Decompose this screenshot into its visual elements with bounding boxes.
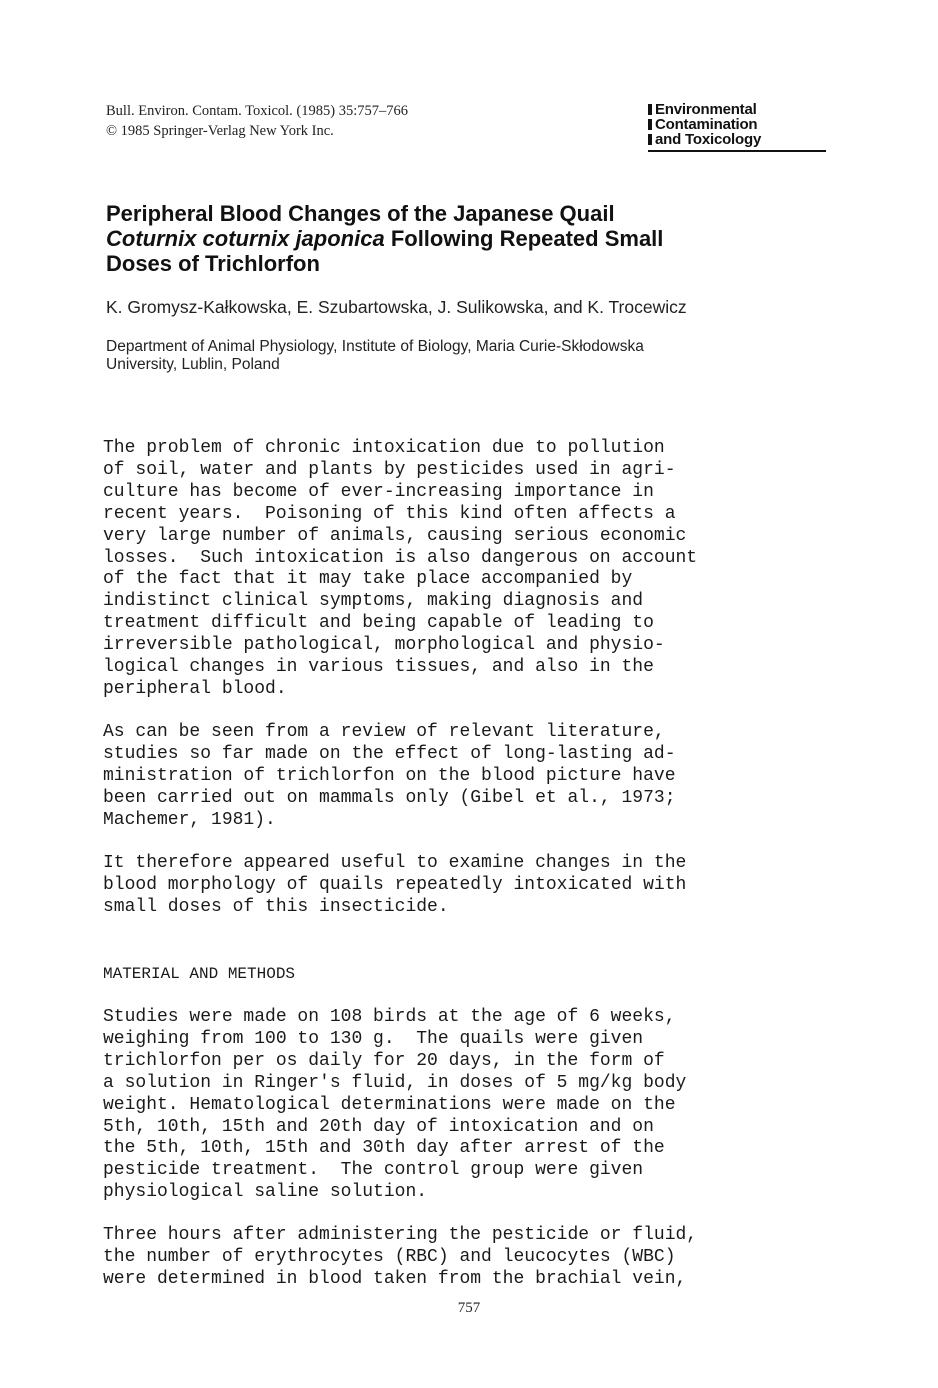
citation-line: Bull. Environ. Contam. Toxicol. (1985) 35:757–766: [106, 103, 408, 119]
title-line: Following Repeated Small: [384, 226, 664, 251]
journal-name-line: Contamination: [655, 116, 758, 133]
affiliation-line: Department of Animal Physiology, Institute of Biology, Maria Curie-Skłodowska: [106, 338, 644, 355]
species-name: Coturnix coturnix japonica: [106, 226, 385, 251]
affiliation-line: University, Lublin, Poland: [106, 356, 280, 373]
author-list: K. Gromysz-Kałkowska, E. Szubartowska, J. Sulikowska, and K. Trocewicz: [106, 297, 687, 317]
logo-bar-icon: [648, 104, 652, 115]
journal-logo: [648, 102, 826, 152]
page-number: 757: [457, 1300, 481, 1316]
body-paragraph: It therefore appeared useful to examine changes in the blood morphology of quails repeatedly intoxicated with small doses of this insecticide.: [103, 853, 687, 917]
title-line: Peripheral Blood Changes of the Japanese Quail: [106, 201, 615, 226]
logo-bar-icon: [648, 119, 652, 130]
logo-bar-icon: [648, 134, 652, 145]
body-paragraph: Three hours after administering the pesticide or fluid, the number of erythrocytes (RBC) and leucocytes (WBC) were determined in blood taken from the brachial vein,: [103, 1225, 698, 1289]
section-heading: MATERIAL AND METHODS: [103, 965, 296, 983]
body-paragraph: As can be seen from a review of relevant literature, studies so far made on the effect of long-lasting ad- ministration of trichlorfon on the blood picture have been carried out on mammals only (Gibel et al., 1973; Machemer, 1981).: [103, 722, 676, 830]
affiliation: [106, 338, 806, 374]
article-title: [106, 201, 826, 276]
body-paragraph: Studies were made on 108 birds at the age of 6 weeks, weighing from 100 to 130 g. The quails were given trichlorfon per os daily for 20 days, in the form of a solution in Ringer's fluid, in doses of 5 mg/kg body weight. Hematological determinations were made on the 5th, 10th, 15th and 20th day of intoxication and on the 5th, 10th, 15th and 30th day after arrest of the pesticide treatment. The control group were given physiological saline solution.: [103, 1007, 687, 1203]
journal-name-line: Environmental: [655, 101, 757, 118]
citation-block: [106, 101, 408, 141]
body-paragraph: The problem of chronic intoxication due to pollution of soil, water and plants by pesticides used in agri- culture has become of ever-increasing importance in recent years. Poisoning of this kind often affects a very large number of animals, causing serious economic losses. Such intoxication is also dangerous on account of the fact that it may take place accompanied by indistinct clinical symptoms, making diagnosis and treatment difficult and being capable of leading to irreversible pathological, morphological and physio- logical changes in various tissues, and also in the peripheral blood.: [103, 438, 698, 699]
copyright-line: © 1985 Springer-Verlag New York Inc.: [106, 123, 334, 139]
title-line: Doses of Trichlorfon: [106, 251, 320, 276]
journal-name-line: and Toxicology: [655, 131, 762, 148]
